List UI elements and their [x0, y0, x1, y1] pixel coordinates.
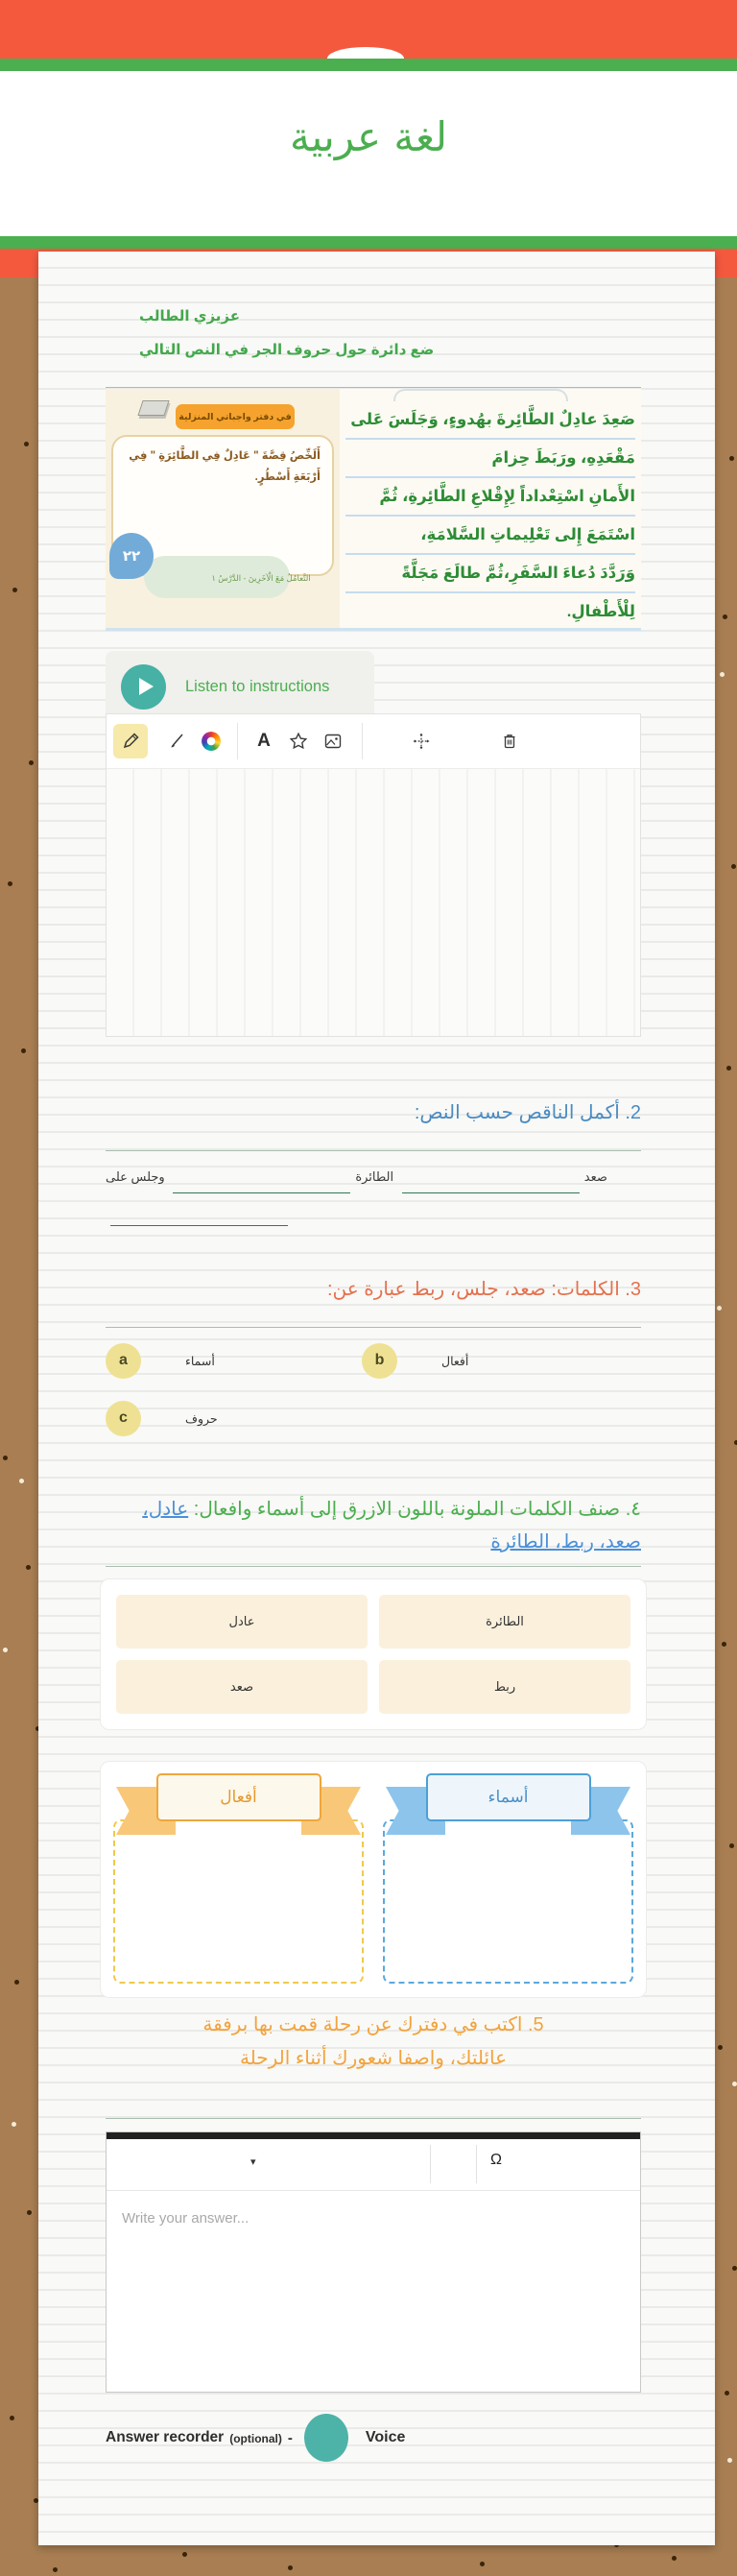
option-c-badge[interactable]: c [106, 1401, 141, 1436]
recorder-optional-label: (optional) [229, 2432, 282, 2445]
brush-icon [167, 732, 186, 751]
nouns-bin [380, 1773, 636, 1986]
question5-title [106, 2009, 641, 2076]
header-title-area [0, 71, 737, 236]
greeting-text: عزيزي الطالب [139, 308, 240, 325]
recorder-label: Answer recorder [106, 2429, 225, 2445]
story-line: اسْتَمَعَ إِلى تَعْلِيماتِ السَّلامَةِ، [345, 517, 635, 555]
textbook-task-bubble: أَلَخِّصُ قِصَّةَ " عَادِلٌ فِي الطَّائِرَةِ " فِي أَرْبَعَةِ أَسْطُرٍ. [111, 435, 334, 576]
move-tool-button[interactable] [404, 724, 439, 758]
sorting-bins-card [100, 1761, 647, 1998]
recorder-dash: - [287, 2429, 293, 2446]
cloze-blank-1[interactable] [402, 1177, 580, 1193]
page-number-badge: ٢٢ [109, 533, 154, 579]
word-chip[interactable]: عادل [116, 1595, 368, 1649]
story-line: الأَمانِ اسْتِعْداداً لِإِقْلاعِ الطَّائِرةِ، ثُمَّ [345, 478, 635, 517]
word-chip[interactable]: صعد [116, 1660, 368, 1714]
section-divider [106, 1566, 641, 1567]
drawing-widget [106, 713, 641, 1037]
option-a[interactable] [106, 1339, 362, 1382]
brush-tool-button[interactable] [159, 724, 194, 758]
star-tool-button[interactable] [281, 724, 316, 758]
trash-icon [500, 732, 519, 751]
option-b-label: أفعال [441, 1354, 469, 1368]
play-triangle [139, 678, 154, 695]
instruction-text: ضع دائرة حول حروف الجر في النص التالي [139, 342, 435, 358]
story-text [345, 401, 635, 630]
text-tool-icon: A [257, 731, 271, 751]
voice-record-button[interactable] [304, 2414, 348, 2462]
question5-title-line1: 5. اكتب في دفترك عن رحلة قمت بها برفقة [202, 2014, 544, 2035]
drawing-canvas[interactable] [107, 769, 640, 1036]
story-line: لِلْأَطْفالِ. [566, 603, 635, 620]
word-chips-card [100, 1578, 647, 1730]
cloze-blank-2[interactable] [173, 1177, 350, 1193]
move-icon [412, 732, 431, 751]
cloze-word: وجلس على [106, 1169, 165, 1184]
image-icon [323, 732, 343, 751]
board-dots-light [0, 0, 5, 5]
option-b[interactable] [362, 1339, 641, 1382]
toolbar-separator [362, 723, 363, 759]
section-divider [106, 387, 641, 388]
nouns-bin-ribbon: أسماء [426, 1773, 591, 1821]
section-divider [106, 1327, 641, 1328]
cloze-word: الطائرة [355, 1169, 394, 1184]
word-chip[interactable]: الطائرة [379, 1595, 630, 1649]
lesson-footer-text: التَّعامُلُ مَعَ الْآخَرِينَ - الدَّرْسُ ١ [211, 573, 311, 583]
question5-title-line2: عائلتك، واصفا شعورك أثناء الرحلة [239, 2048, 508, 2069]
question3-title: 3. الكلمات: صعد، جلس، ربط عبارة عن: [326, 1279, 641, 1300]
cloze-blank-3[interactable] [110, 1210, 288, 1226]
cloze-word: صعد [583, 1169, 607, 1184]
question4-title-main: ٤. صنف الكلمات الملونة باللون الازرق إلى أسماء وافعال: [193, 1499, 641, 1520]
editor-toolbar [107, 2139, 640, 2191]
question4-title [106, 1493, 641, 1558]
answer-editor [106, 2131, 641, 2393]
trash-tool-button[interactable] [492, 724, 527, 758]
section-divider [106, 1150, 641, 1151]
editor-toolbar-separator [476, 2145, 477, 2183]
word-chip[interactable]: ربط [379, 1660, 630, 1714]
image-tool-button[interactable] [316, 724, 350, 758]
listen-to-instructions-button[interactable] [106, 651, 374, 722]
pencil-tool-button[interactable] [113, 724, 148, 758]
format-dropdown[interactable]: ▾ [250, 2156, 256, 2168]
editor-top-bar [107, 2132, 640, 2139]
verbs-drop-zone[interactable] [113, 1819, 364, 1984]
drawing-toolbar [107, 714, 640, 769]
question4-word-links[interactable]: عادل، صعد، ربط، الطائرة [142, 1499, 641, 1553]
header-stripe-green-top [0, 59, 737, 71]
voice-label: Voice [365, 2429, 406, 2445]
story-line: وَرَدَّدَ دُعاءَ السَّفَرِ،ثُمَّ طالَعَ مَجَلَّةً [345, 555, 635, 593]
option-b-badge[interactable]: b [362, 1343, 397, 1379]
textbook-image [106, 389, 641, 631]
notebook-icon [137, 400, 169, 416]
option-c[interactable] [106, 1397, 362, 1439]
story-line: صَعِدَ عادِلٌ الطَّائِرةَ بهُدوءٍ، وَجَلَسَ عَلى [345, 401, 635, 440]
color-wheel-button[interactable] [194, 724, 228, 758]
special-characters-button[interactable]: Ω [490, 2152, 502, 2168]
option-a-label: أسماء [185, 1354, 215, 1368]
question2-title: 2. أكمل الناقص حسب النص: [414, 1102, 641, 1123]
answer-textarea[interactable]: Write your answer... [122, 2210, 250, 2227]
play-icon[interactable] [121, 664, 166, 710]
color-wheel-icon [202, 732, 221, 751]
textbook-partial-frame [393, 389, 568, 401]
option-c-label: حروف [185, 1411, 218, 1426]
story-line: مَقْعَدِهِ، ورَبَطَ حِزامَ [345, 440, 635, 478]
worksheet-paper [38, 252, 715, 2545]
textbook-banner: في دفتر واجباتي المنزلية [176, 404, 295, 429]
pencil-icon [121, 732, 140, 751]
answer-recorder-row [106, 2414, 641, 2462]
verbs-bin [110, 1773, 367, 1986]
editor-toolbar-separator [430, 2145, 431, 2183]
question2-cloze [106, 1161, 641, 1226]
section-divider [106, 2118, 641, 2119]
header-stripe-green-bottom [0, 236, 737, 249]
page-title: لغة عربية [289, 113, 448, 160]
listen-button-label: Listen to instructions [185, 677, 330, 695]
text-tool-button[interactable] [247, 724, 281, 758]
star-icon [288, 731, 309, 752]
question3-options [106, 1339, 641, 1439]
toolbar-separator [237, 723, 238, 759]
option-a-badge[interactable]: a [106, 1343, 141, 1379]
verbs-bin-ribbon: أفعال [156, 1773, 321, 1821]
nouns-drop-zone[interactable] [383, 1819, 633, 1984]
